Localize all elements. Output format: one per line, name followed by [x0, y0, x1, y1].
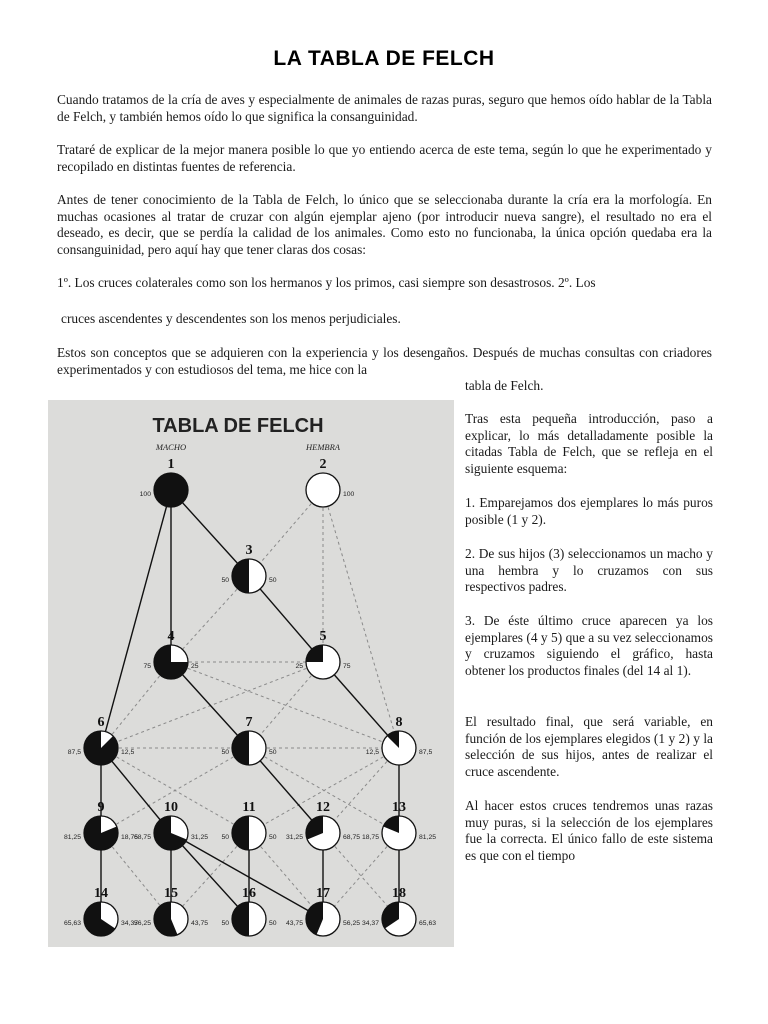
node-1 [140, 457, 188, 507]
paragraph-rule-2: cruces ascendentes y descendentes son los menos perjudiciales. [61, 311, 401, 326]
node-left-percent: 31,25 [285, 834, 303, 841]
node-11 [221, 800, 276, 850]
node-number: 8 [395, 715, 403, 730]
paragraph-purpose: Trataré de explicar de la mejor manera posible lo que yo entiendo acerca de este tema, según lo que he experimentado y recopilado en distintas fuentes de referencia. [57, 142, 712, 174]
node-5 [295, 629, 350, 679]
node-left-percent: 18,75 [361, 834, 379, 841]
paragraph-step-3: 3. De éste último cruce aparecen ya los ejemplares (4 y 5) que a su vez seleccionamos y cruzamos siguiendo el gráfico, hasta obtener los productos finales (del 14 al 1). [465, 613, 713, 678]
paragraph-result: El resultado final, que será variable, en función de los ejemplares elegidos (1 y 2) y la selección de sus hijos, antes de realizar el cruce ascendente. [465, 714, 713, 779]
node-10 [134, 800, 208, 850]
node-16 [221, 886, 276, 936]
node-right-percent: 50 [269, 920, 277, 927]
node-right-percent: 18,75 [121, 834, 139, 841]
node-dark-sector [232, 559, 249, 593]
node-left-percent: 50 [221, 577, 229, 584]
paragraph-background: Antes de tener conocimiento de la Tabla de Felch, lo único que se seleccionaba durante la cría era la morfología. En muchas ocasiones al tratar de cruzar con algún ejemplar ajeno (por introducir nueva sangre), el resultado no era el deseado, es decir, que se perdía la calidad de los animales. Como esto no funcionaba, la única opción quedaba era la consanguinidad, pero aquí hay que tener claras dos cosas: [57, 192, 712, 257]
node-number: 10 [164, 800, 178, 815]
node-3 [221, 543, 276, 593]
node-number: 9 [97, 800, 105, 815]
node-number: 15 [164, 886, 178, 901]
node-right-percent: 81,25 [419, 834, 437, 841]
node-right-percent: 50 [269, 749, 277, 756]
node-left-percent: 75 [143, 663, 151, 670]
node-right-percent: 50 [269, 577, 277, 584]
male-label: MACHO [155, 442, 187, 452]
node-6 [68, 715, 135, 765]
node-right-percent: 50 [269, 834, 277, 841]
female-label: HEMBRA [306, 442, 340, 452]
node-right-percent: 87,5 [419, 749, 433, 756]
node-left-percent: 81,25 [63, 834, 81, 841]
paragraph-conclusion: Al hacer estos cruces tendremos unas razas muy puras, si la selección de los ejemplares fue la correcta. El único fallo de este sistema es que con el tiempo [465, 798, 713, 863]
paragraph-intro: Cuando tratamos de la cría de aves y especialmente de animales de razas puras, seguro que hemos oído hablar de la Tabla de Felch, y también hemos oído lo que significa la consanguinidad. [57, 92, 712, 124]
node-left-percent: 50 [221, 834, 229, 841]
node-number: 13 [392, 800, 406, 815]
node-number: 3 [245, 543, 253, 558]
node-left-percent: 50 [221, 749, 229, 756]
node-15 [134, 886, 208, 936]
node-left-percent: 50 [221, 920, 229, 927]
node-number: 16 [242, 886, 256, 901]
node-left-percent: 34,37 [361, 920, 379, 927]
paragraph-rule-1: 1º. Los cruces colaterales como son los hermanos y los primos, casi siempre son desastrosos. 2º. Los [57, 275, 596, 290]
node-right-percent: 25 [191, 663, 199, 670]
node-9 [64, 800, 138, 850]
felch-table-figure [48, 400, 454, 947]
dashed-edge-4-8 [171, 662, 399, 748]
node-dark-sector [232, 731, 249, 765]
node-number: 18 [392, 886, 406, 901]
solid-edge-1-6 [101, 490, 171, 748]
node-right-percent: 31,25 [191, 834, 209, 841]
node-dark-sector [232, 902, 249, 936]
node-12 [286, 800, 360, 850]
node-number: 7 [245, 715, 253, 730]
node-left-percent: 100 [139, 491, 151, 498]
node-18 [362, 886, 436, 936]
node-right-percent: 56,25 [343, 920, 361, 927]
node-7 [221, 715, 276, 765]
node-left-percent: 25 [295, 663, 303, 670]
node-2 [306, 457, 355, 507]
node-right-percent: 65,63 [419, 920, 437, 927]
node-number: 5 [319, 629, 327, 644]
node-left-percent: 43,75 [285, 920, 303, 927]
node-left-percent: 87,5 [67, 749, 81, 756]
node-left-percent: 68,75 [133, 834, 151, 841]
node-right-percent: 43,75 [191, 920, 209, 927]
node-13 [362, 800, 436, 850]
paragraph-experience-end: tabla de Felch. [465, 378, 544, 393]
felch-diagram [48, 400, 454, 947]
node-number: 2 [319, 457, 327, 472]
node-number: 1 [167, 457, 175, 472]
document-title: LA TABLA DE FELCH [273, 47, 495, 70]
paragraph-experience: Estos son conceptos que se adquieren con la experiencia y los desengaños. Después de muchas consultas con criadores experimentados y con estudiosos del tema, me hice con la [57, 345, 712, 377]
node-number: 11 [242, 800, 256, 815]
dashed-edge-5-6 [101, 662, 323, 748]
node-number: 14 [94, 886, 108, 901]
node-right-percent: 75 [343, 663, 351, 670]
node-14 [64, 886, 138, 936]
node-right-percent: 68,75 [343, 834, 361, 841]
node-left-percent: 12,5 [365, 749, 379, 756]
node-number: 6 [97, 715, 105, 730]
figure-title: TABLA DE FELCH [152, 415, 324, 437]
dashed-edge-2-8 [323, 490, 399, 748]
node-number: 4 [167, 629, 175, 644]
node-number: 17 [316, 886, 330, 901]
paragraph-step-1: 1. Emparejamos dos ejemplares lo más puros posible (1 y 2). [465, 495, 713, 527]
node-right-percent: 100 [343, 491, 355, 498]
node-17 [286, 886, 360, 936]
node-dark-sector [232, 816, 249, 850]
paragraph-step-2: 2. De sus hijos (3) seleccionamos un macho y una hembra y lo cruzamos con sus respectivos padres. [465, 546, 713, 594]
paragraph-intro-scheme: Tras esta pequeña introducción, paso a explicar, lo más detalladamente posible la citadas Tabla de Felch, que se refleja en el siguiente esquema: [465, 411, 713, 476]
node-right-percent: 12,5 [121, 749, 135, 756]
node-4 [143, 629, 198, 679]
node-left-percent: 56,25 [133, 920, 151, 927]
node-right-percent: 34,37 [121, 920, 139, 927]
node-number: 12 [316, 800, 330, 815]
node-left-percent: 65,63 [63, 920, 81, 927]
